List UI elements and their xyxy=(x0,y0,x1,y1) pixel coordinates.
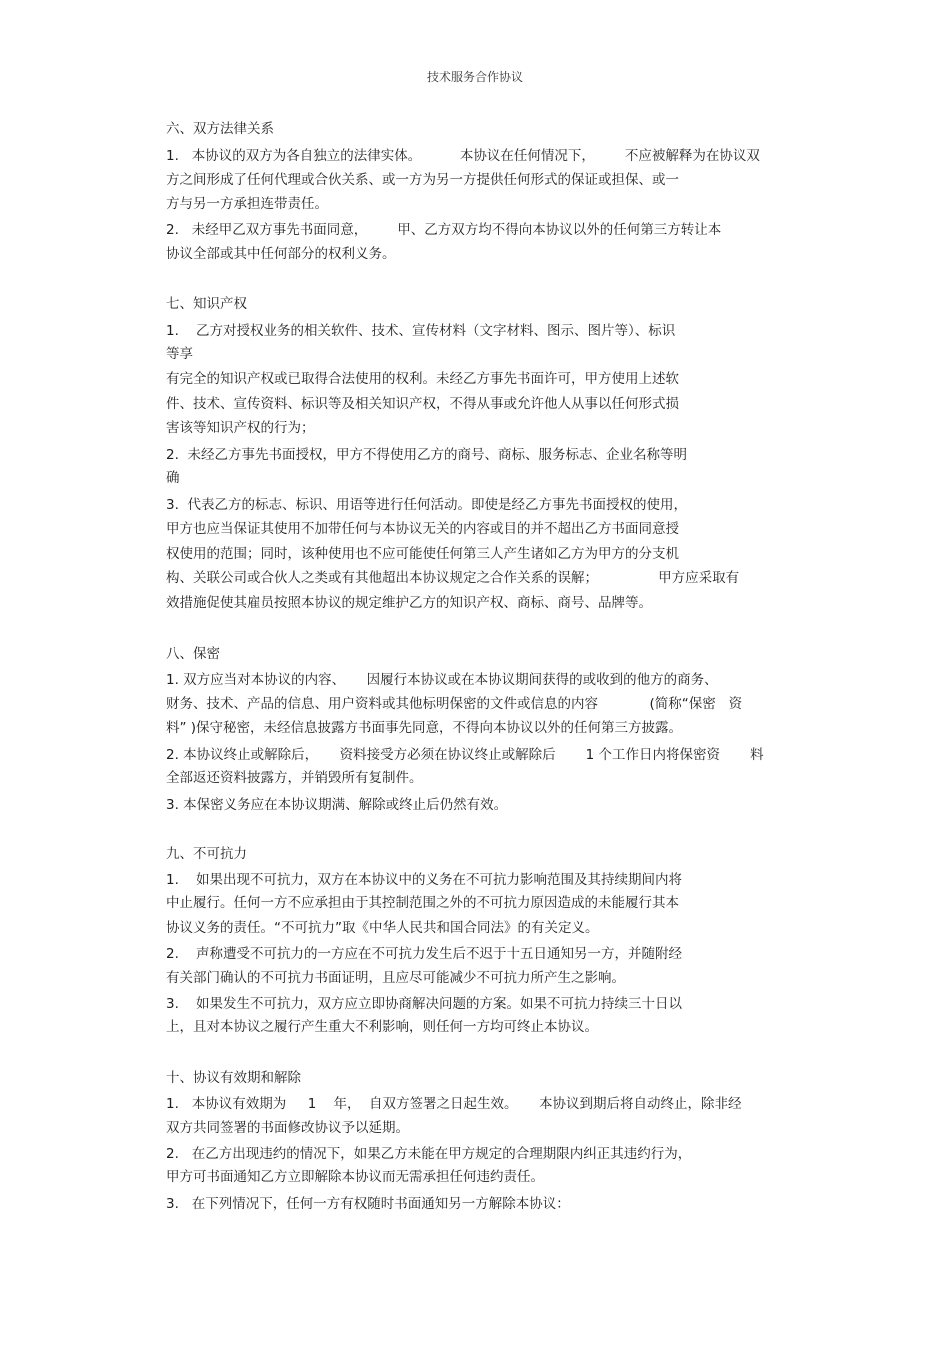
section-heading: 六、双方法律关系 xyxy=(166,121,274,137)
text-line: 效措施促使其雇员按照本协议的规定维护乙方的知识产权、商标、商号、品牌等。 xyxy=(166,595,652,611)
text-line: 料” )保守秘密，未经信息披露方书面事先同意，不得向本协议以外的任何第三方披露。 xyxy=(166,720,683,736)
text-line: 1. 本协议有效期为 1 年， 自双方签署之日起生效。 本协议到期后将自动终止，除非经 xyxy=(166,1096,742,1112)
text-line: 全部返还资料披露方，并销毁所有复制件。 xyxy=(166,770,423,786)
text-line: 3. 代表乙方的标志、标识、用语等进行任何活动。即使是经乙方事先书面授权的使用， xyxy=(166,497,687,513)
text-line: 3. 本保密义务应在本协议期满、解除或终止后仍然有效。 xyxy=(166,797,508,813)
text-line: 协议全部或其中任何部分的权利义务。 xyxy=(166,246,396,262)
text-line: 2. 未经乙方事先书面授权，甲方不得使用乙方的商号、商标、服务标志、企业名称等明 xyxy=(166,447,687,463)
text-line: 权使用的范围；同时，该种使用也不应可能使任何第三人产生诸如乙方为甲方的分支机 xyxy=(166,546,679,562)
text-line: 有完全的知识产权或已取得合法使用的权利。未经乙方事先书面许可，甲方使用上述软 xyxy=(166,371,679,387)
section-heading: 九、不可抗力 xyxy=(166,846,247,862)
text-line: 上，且对本协议之履行产生重大不利影响，则任何一方均可终止本协议。 xyxy=(166,1019,598,1035)
text-line: 3. 如果发生不可抗力，双方应立即协商解决问题的方案。如果不可抗力持续三十日以 xyxy=(166,996,683,1012)
section-heading: 七、知识产权 xyxy=(166,296,247,312)
text-line: 1. 双方应当对本协议的内容、 因履行本协议或在本协议期间获得的或收到的他方的商务、 xyxy=(166,672,718,688)
text-line: 等享 xyxy=(166,346,193,362)
text-line: 构、关联公司或合伙人之类或有其他超出本协议规定之合作关系的误解； 甲方应采取有 xyxy=(166,570,740,586)
section-heading: 十、协议有效期和解除 xyxy=(166,1070,301,1086)
text-line: 害该等知识产权的行为； xyxy=(166,420,315,436)
text-line: 2. 在乙方出现违约的情况下，如果乙方未能在甲方规定的合理期限内纠正其违约行为， xyxy=(166,1146,692,1162)
text-line: 甲方也应当保证其使用不加带任何与本协议无关的内容或目的并不超出乙方书面同意授 xyxy=(166,521,679,537)
text-line: 1. 如果出现不可抗力，双方在本协议中的义务在不可抗力影响范围及其持续期间内将 xyxy=(166,872,683,888)
text-line: 1. 本协议的双方为各自独立的法律实体。 本协议在任何情况下， 不应被解释为在协议双 xyxy=(166,148,760,164)
section-heading: 八、保密 xyxy=(166,646,220,662)
text-line: 确 xyxy=(166,470,180,486)
text-line: 双方共同签署的书面修改协议予以延期。 xyxy=(166,1120,409,1136)
text-line: 协议义务的责任。“不可抗力”取《中华人民共和国合同法》的有关定义。 xyxy=(166,920,599,936)
text-line: 方与另一方承担连带责任。 xyxy=(166,196,328,212)
text-line: 财务、技术、产品的信息、用户资料或其他标明保密的文件或信息的内容 (简称“保密 资 xyxy=(166,696,743,712)
text-line: 方之间形成了任何代理或合伙关系、或一方为另一方提供任何形式的保证或担保、或一 xyxy=(166,172,679,188)
text-line: 件、技术、宣传资料、标识等及相关知识产权，不得从事或允许他人从事以任何形式损 xyxy=(166,396,679,412)
text-line: 2. 声称遭受不可抗力的一方应在不可抗力发生后不迟于十五日通知另一方，并随附经 xyxy=(166,946,683,962)
text-line: 3. 在下列情况下，任何一方有权随时书面通知另一方解除本协议： xyxy=(166,1196,570,1212)
text-line: 2. 本协议终止或解除后， 资料接受方必须在协议终止或解除后 1 个工作日内将保密资 料 xyxy=(166,747,764,763)
page-header: 技术服务合作协议 xyxy=(426,70,523,84)
text-line: 2. 未经甲乙双方事先书面同意， 甲、乙方双方均不得向本协议以外的任何第三方转让本 xyxy=(166,222,722,238)
text-line: 中止履行。任何一方不应承担由于其控制范围之外的不可抗力原因造成的未能履行其本 xyxy=(166,895,679,911)
text-line: 甲方可书面通知乙方立即解除本协议而无需承担任何违约责任。 xyxy=(166,1169,544,1185)
text-line: 有关部门确认的不可抗力书面证明，且应尽可能减少不可抗力所产生之影响。 xyxy=(166,970,625,986)
text-line: 1. 乙方对授权业务的相关软件、技术、宣传材料（文字材料、图示、图片等）、标识 xyxy=(166,323,676,339)
